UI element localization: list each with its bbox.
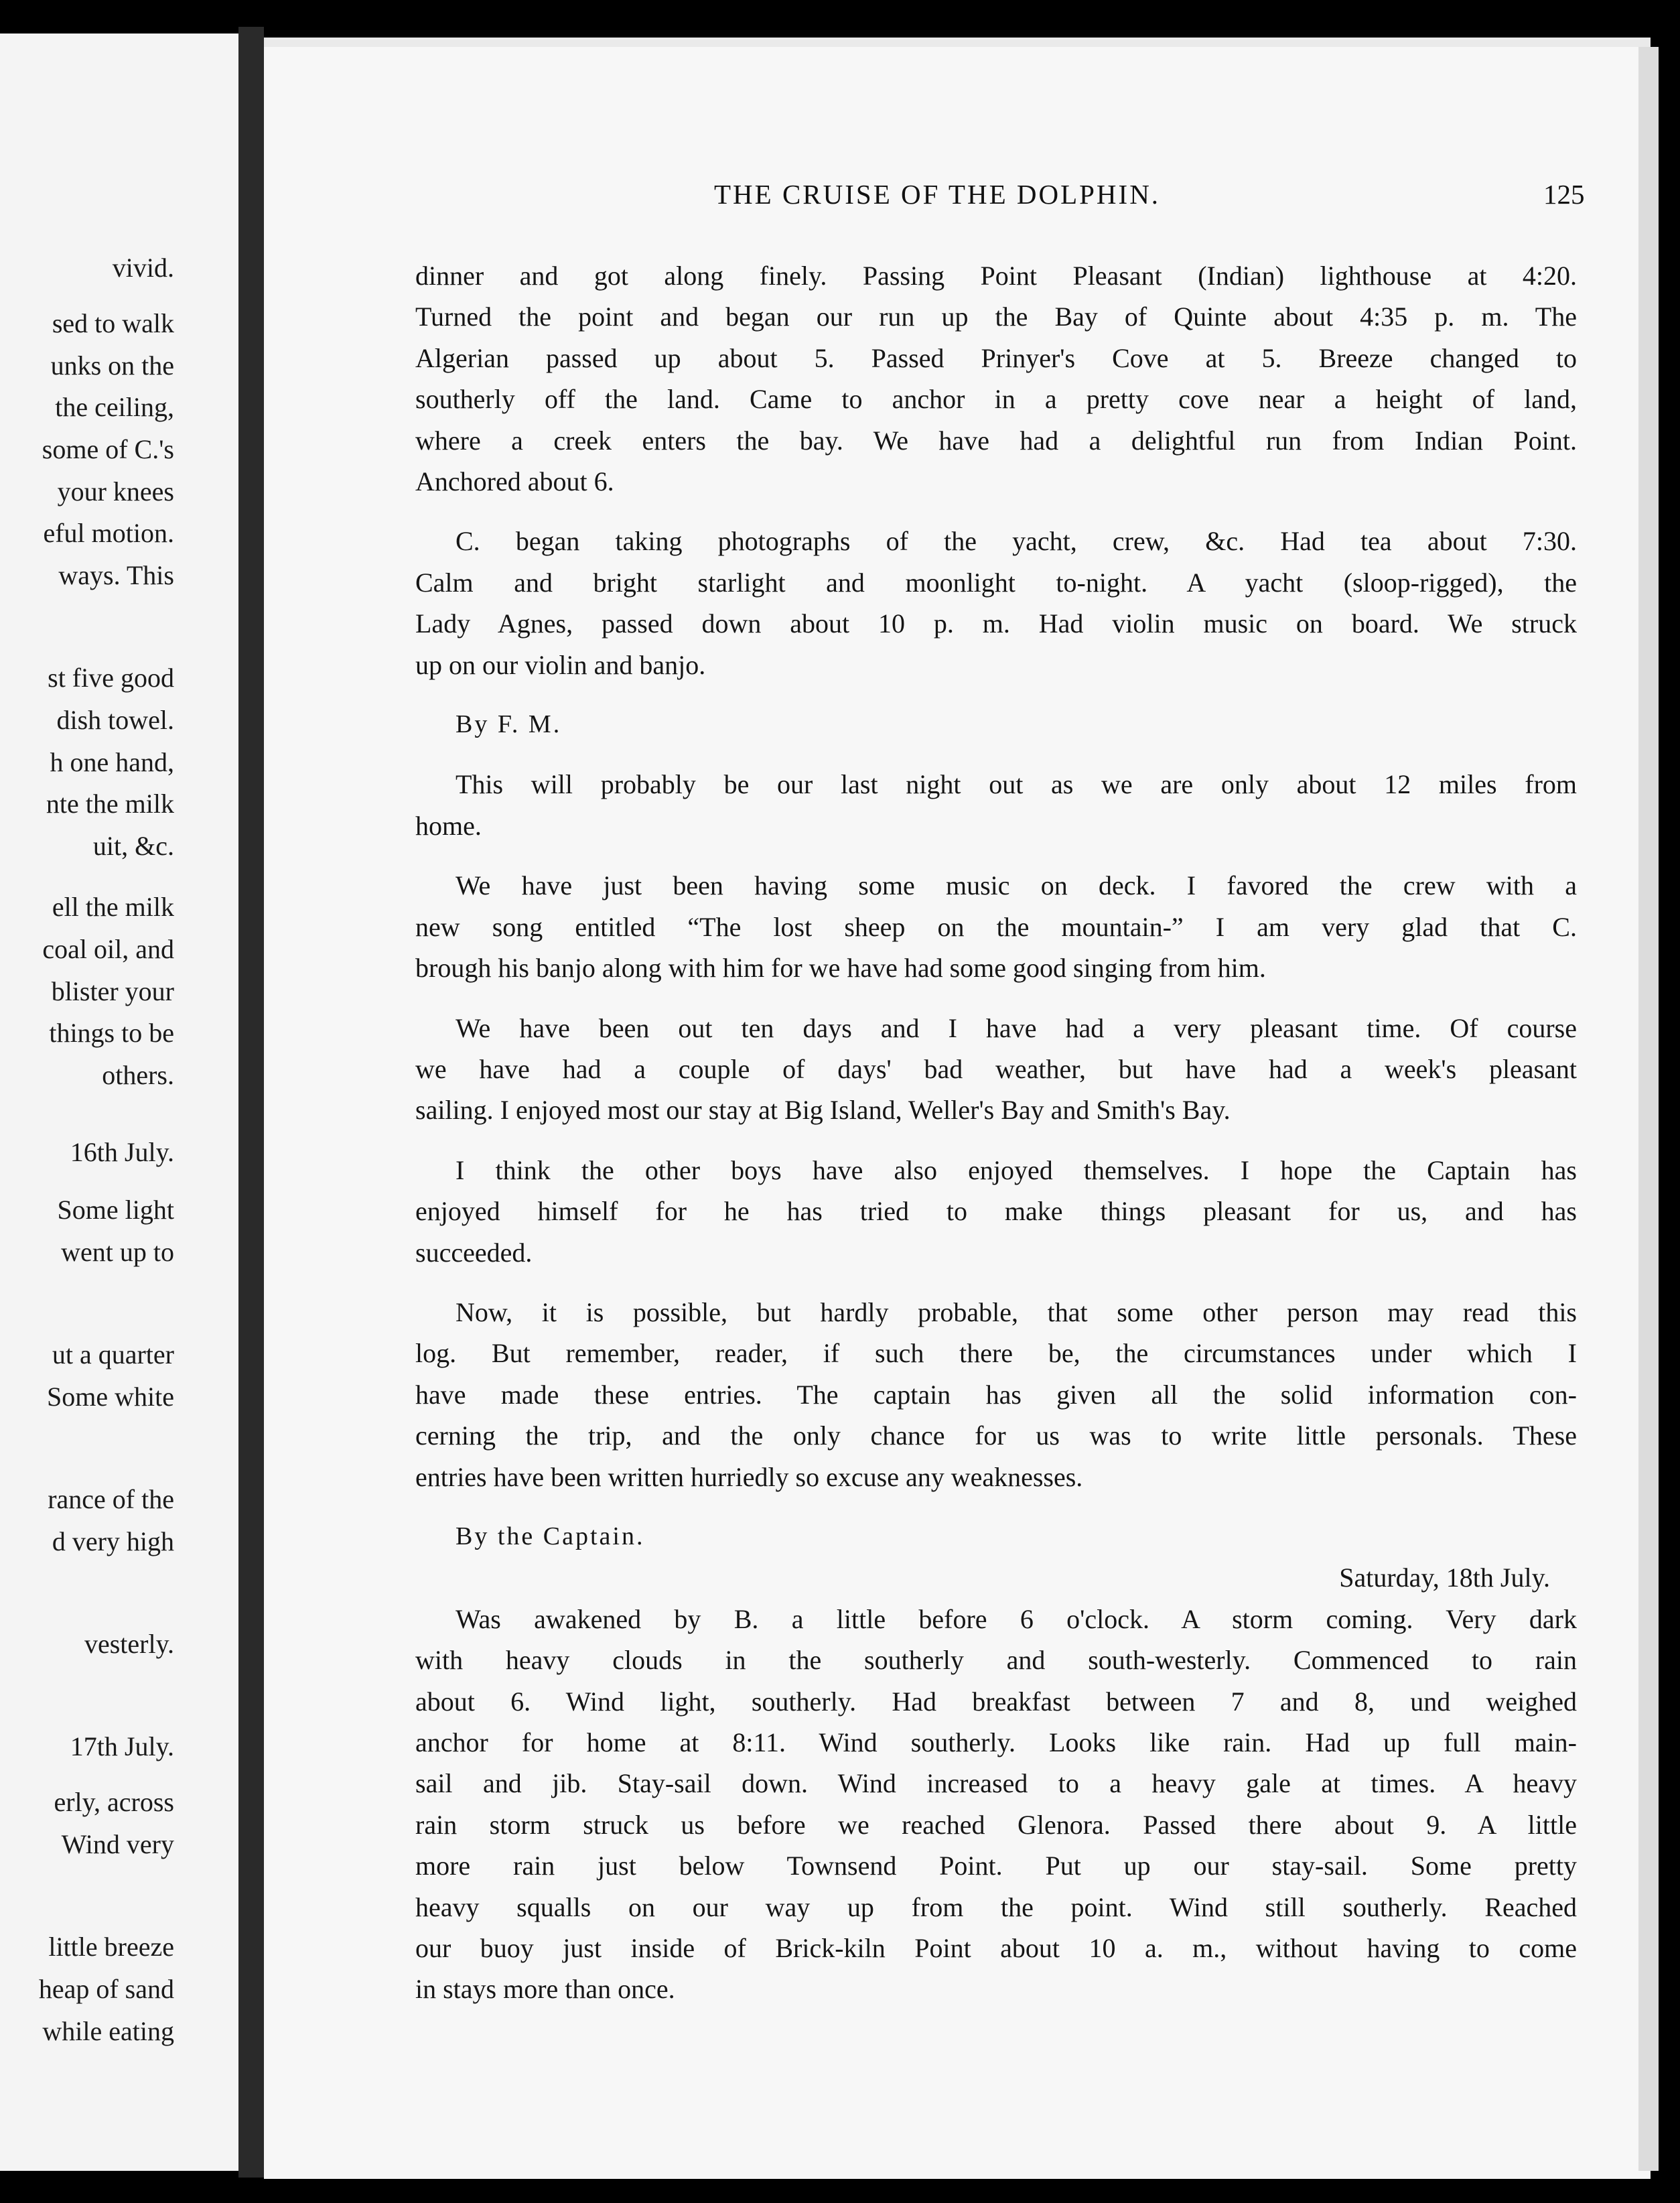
running-head: THE CRUISE OF THE DOLPHIN. — [714, 179, 1161, 210]
left-page-line: d very high — [52, 1526, 174, 1556]
text-line: in stays more than once. — [415, 1974, 675, 2005]
page-header — [264, 178, 1651, 218]
left-page-line: Some light — [57, 1195, 174, 1225]
text-line: cerning the trip, and the only chance for us was to write little personals. These — [415, 1420, 1577, 1451]
text-line: Algerian passed up about 5. Passed Prinyer's Cove at 5. Breeze changed to — [415, 342, 1577, 373]
page-top-edge — [264, 38, 1651, 47]
left-page-line: 17th July. — [70, 1731, 174, 1761]
left-page-line: st five good — [48, 663, 174, 693]
left-page-line: Some white — [47, 1382, 174, 1412]
left-page-line: blister your — [51, 976, 174, 1006]
page-number: 125 — [1543, 179, 1585, 210]
text-line: where a creek enters the bay. We have had a delightful run from Indian Point. — [415, 425, 1577, 456]
left-page-line: heap of sand — [38, 1974, 174, 2004]
left-page-line: erly, across — [54, 1787, 174, 1817]
text-line: rain storm struck us before we reached Glenora. Passed there about 9. A little — [415, 1809, 1577, 1840]
left-page-line: 16th July. — [70, 1137, 174, 1167]
left-page-line: some of C.'s — [42, 434, 174, 464]
text-line: more rain just below Townsend Point. Put up our stay-sail. Some pretty — [415, 1851, 1577, 1881]
page-edge — [1638, 47, 1659, 2171]
left-page-line: coal oil, and — [42, 934, 174, 964]
text-line: Lady Agnes, passed down about 10 p. m. Had violin music on board. We struck — [415, 608, 1577, 639]
text-line: dinner and got along finely. Passing Point Pleasant (Indian) lighthouse at 4:20. — [415, 261, 1577, 291]
text-line: up on our violin and banjo. — [415, 649, 706, 680]
text-line: Anchored about 6. — [415, 466, 614, 497]
text-line: Turned the point and began our run up the Bay of Quinte about 4:35 p. m. The — [415, 302, 1577, 332]
byline-captain: By the Captain. — [456, 1522, 645, 1550]
text-line: southerly off the land. Came to anchor in a pretty cove near a height of land, — [415, 384, 1577, 415]
text-line: log. But remember, reader, if such there be, the circumstances under which I — [415, 1338, 1577, 1369]
left-page-line: others. — [102, 1060, 174, 1090]
text-line: new song entitled “The lost sheep on the mountain-” I am very glad that C. — [415, 911, 1577, 942]
text-line: succeeded. — [415, 1237, 533, 1268]
left-page-line: ell the milk — [52, 892, 174, 922]
text-line: Was awakened by B. a little before 6 o'clock. A storm coming. Very dark — [456, 1603, 1577, 1634]
left-page-line: vivid. — [112, 253, 174, 283]
text-line: heavy squalls on our way up from the point. Wind still southerly. Reached — [415, 1891, 1577, 1922]
left-page-line: rance of the — [48, 1484, 174, 1514]
left-page-line: while eating — [42, 2016, 174, 2046]
text-line: we have had a couple of days' bad weather, but have had a week's pleasant — [415, 1053, 1577, 1084]
dateline: Saturday, 18th July. — [1339, 1562, 1550, 1593]
page-125 — [264, 38, 1651, 2179]
left-page-line: the ceiling, — [55, 392, 174, 422]
left-page-line: unks on the — [50, 350, 174, 381]
text-line: sailing. I enjoyed most our stay at Big Island, Weller's Bay and Smith's Bay. — [415, 1095, 1231, 1126]
left-page-line: uit, &c. — [92, 831, 174, 861]
book-spine — [238, 27, 264, 2178]
left-page-line: ut a quarter — [52, 1339, 174, 1370]
text-line: We have just been having some music on deck. I favored the crew with a — [456, 870, 1577, 901]
text-line: brough his banjo along with him for we have had some good singing from him. — [415, 953, 1266, 984]
facing-page-left — [0, 34, 241, 2171]
left-page-line: ways. This — [58, 560, 174, 590]
left-page-line: went up to — [61, 1237, 174, 1267]
text-line: I think the other boys have also enjoyed themselves. I hope the Captain has — [456, 1154, 1577, 1185]
left-page-line: h one hand, — [50, 747, 174, 777]
left-page-line: eful motion. — [43, 518, 174, 548]
left-page-line: things to be — [49, 1018, 174, 1048]
text-line: Calm and bright starlight and moonlight to-night. A yacht (sloop-rigged), the — [415, 567, 1577, 598]
text-line: our buoy just inside of Brick-kiln Point about 10 a. m., without having to come — [415, 1933, 1577, 1964]
left-page-line: vesterly. — [84, 1629, 174, 1659]
text-line: This will probably be our last night out as we are only about 12 miles from — [456, 769, 1577, 800]
text-line: home. — [415, 810, 482, 841]
text-line: entries have been written hurriedly so excuse any weaknesses. — [415, 1461, 1083, 1492]
text-line: have made these entries. The captain has given all the solid information con- — [415, 1379, 1577, 1410]
text-line: about 6. Wind light, southerly. Had breakfast between 7 and 8, und weighed — [415, 1686, 1577, 1717]
text-line: enjoyed himself for he has tried to make things pleasant for us, and has — [415, 1196, 1577, 1227]
text-line: C. began taking photographs of the yacht, crew, &c. Had tea about 7:30. — [456, 526, 1577, 557]
text-line: with heavy clouds in the southerly and south-westerly. Commenced to rain — [415, 1645, 1577, 1676]
text-line: anchor for home at 8:11. Wind southerly. Looks like rain. Had up full main- — [415, 1727, 1577, 1757]
text-line: Now, it is possible, but hardly probable, that some other person may read this — [456, 1296, 1577, 1327]
left-page-line: Wind very — [61, 1829, 174, 1859]
left-page-line: little breeze — [48, 1932, 174, 1962]
left-page-line: dish towel. — [56, 705, 174, 735]
byline-fm: By F. M. — [456, 710, 562, 739]
left-page-line: nte the milk — [46, 789, 174, 819]
page-body — [415, 255, 1577, 2010]
text-line: sail and jib. Stay-sail down. Wind increased to a heavy gale at times. A heavy — [415, 1768, 1577, 1799]
left-page-line: your knees — [57, 476, 174, 507]
text-line: We have been out ten days and I have had a very pleasant time. Of course — [456, 1012, 1577, 1043]
left-page-line: sed to walk — [52, 308, 174, 338]
